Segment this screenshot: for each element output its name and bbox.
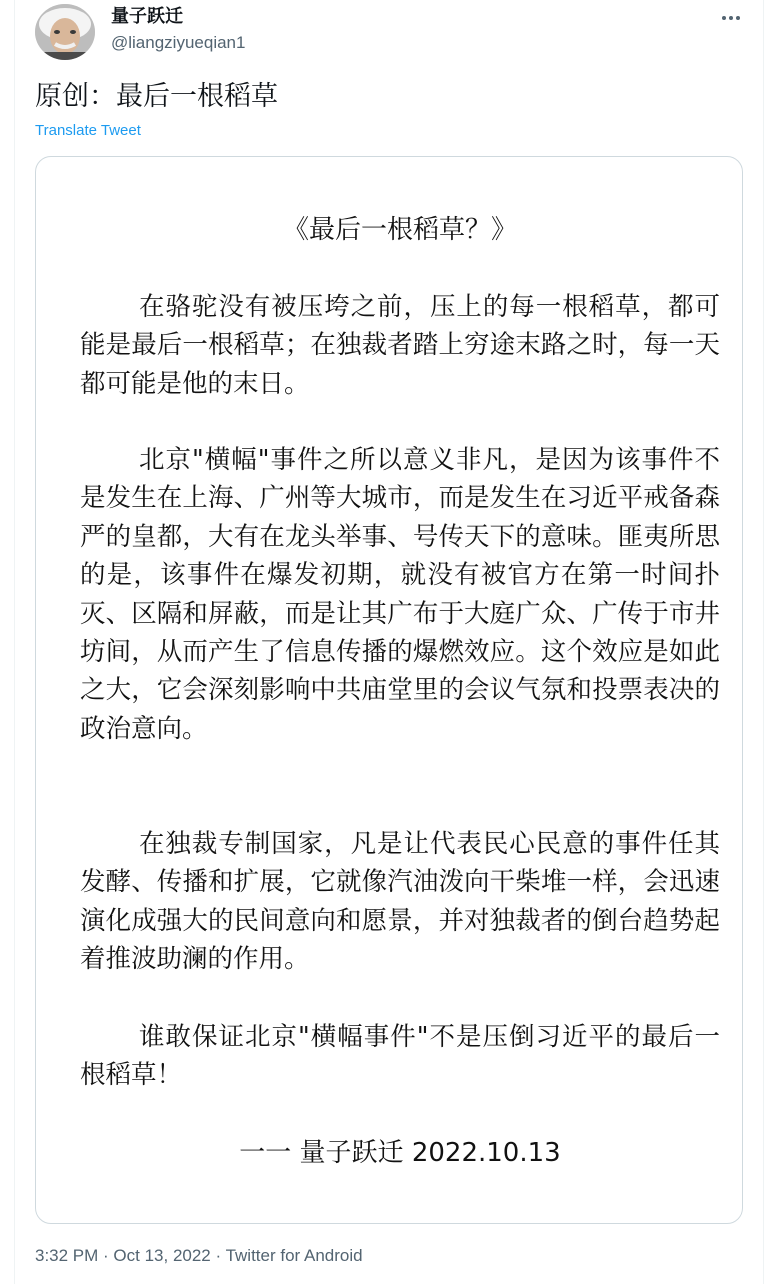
more-horizontal-icon bbox=[722, 16, 726, 20]
author-display-name[interactable]: 量子跃迁 bbox=[111, 6, 183, 27]
author-handle[interactable]: @liangziyueqian1 bbox=[111, 33, 246, 52]
tweet-meta bbox=[35, 1244, 363, 1268]
avatar-image bbox=[35, 4, 95, 60]
article-signature: 一一 量子跃迁 2022.10.13 bbox=[239, 1138, 561, 1168]
more-options-button[interactable] bbox=[716, 6, 746, 30]
tweet-time-link[interactable]: 3:32 PM · Oct 13, 2022 bbox=[35, 1246, 211, 1265]
more-horizontal-icon bbox=[729, 16, 733, 20]
tweet-image[interactable] bbox=[35, 156, 743, 1224]
meta-separator: · bbox=[210, 1246, 226, 1265]
tweet-text: 原创：最后一根稻草 bbox=[35, 81, 278, 112]
tweet-source-link[interactable]: Twitter for Android bbox=[225, 1246, 363, 1265]
article-paragraph: 在独裁专制国家，凡是让代表民心民意的事件任其发酵、传播和扩展，它就像汽油泼向干柴堆一样，会迅速演化成强大的民间意向和愿景，并对独裁者的倒台趋势起着推波助澜的作用。 bbox=[80, 829, 720, 975]
avatar[interactable] bbox=[35, 4, 95, 60]
article-paragraph: 在骆驼没有被压垮之前，压上的每一根稻草，都可能是最后一根稻草；在独裁者踏上穷途末路之时，每一天都可能是他的末日。 bbox=[80, 292, 720, 399]
translate-tweet-link[interactable]: Translate Tweet bbox=[35, 122, 141, 139]
more-horizontal-icon bbox=[736, 16, 740, 20]
article-paragraph: 谁敢保证北京"横幅事件"不是压倒习近平的最后一根稻草！ bbox=[80, 1022, 720, 1091]
article-title: 《最后一根稻草？》 bbox=[282, 215, 517, 245]
article-paragraph: 北京"横幅"事件之所以意义非凡，是因为该事件不是发生在上海、广州等大城市，而是发生在习近平戒备森严的皇都，大有在龙头举事、号传天下的意味。匪夷所思的是，该事件在爆发初期，就没有被官方在第一时间扑灭、区隔和屏蔽，而是让其广布于大庭广众、广传于市井坊间，从而产生了信息传播的爆燃效应。这个效应是如此之大，它会深刻影响中共庙堂里的会议气氛和投票表决的政治意向。 bbox=[80, 445, 720, 744]
